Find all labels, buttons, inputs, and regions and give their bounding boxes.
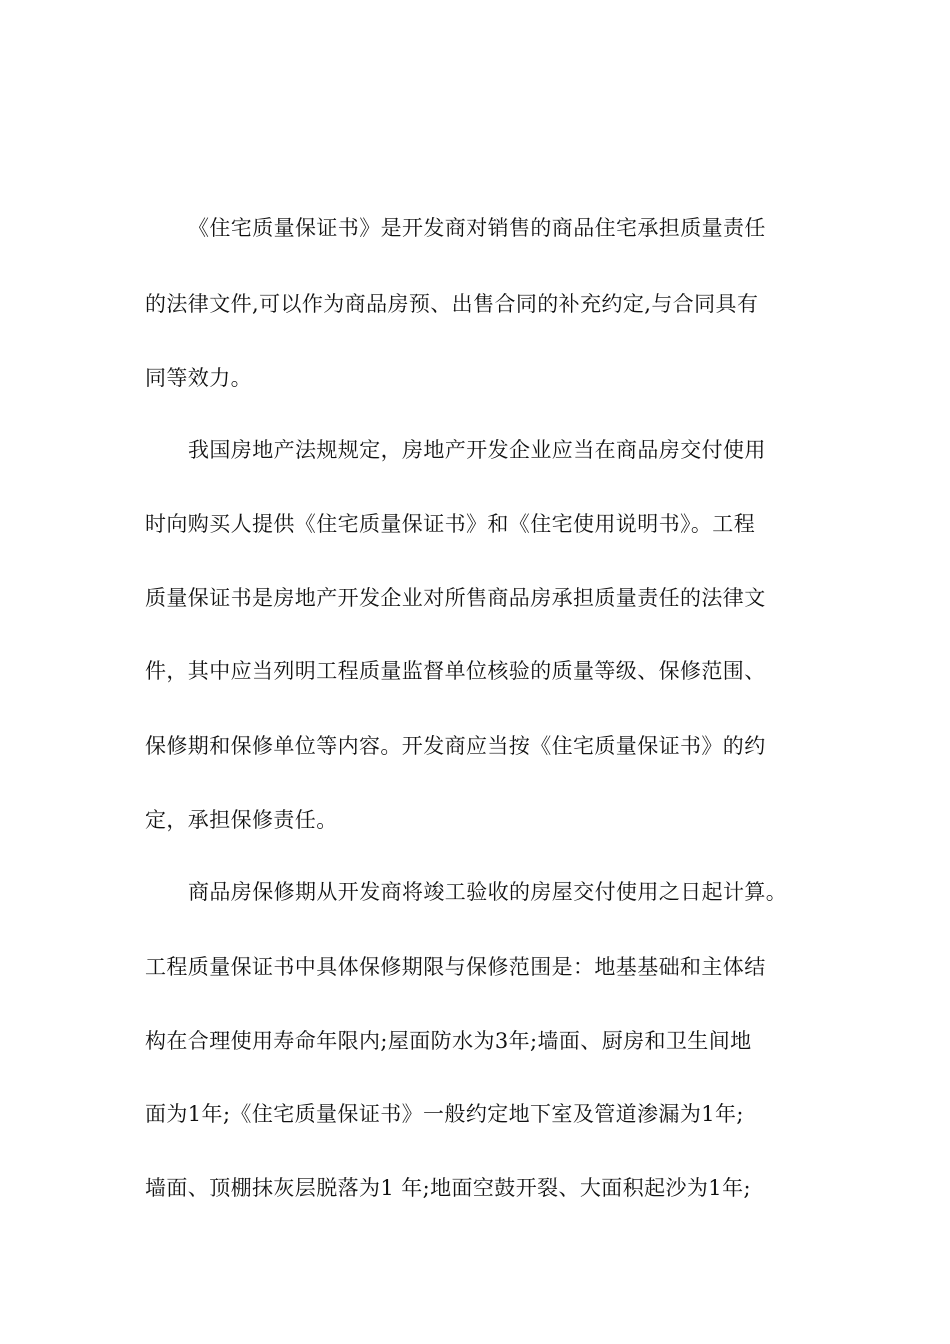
text-line-9: 定，承担保修责任。 (145, 808, 338, 832)
text-line-7: 件，其中应当列明工程质量监督单位核验的质量等级、保修范围、 (145, 659, 766, 683)
text-line-1: 《住宅质量保证书》是开发商对销售的商品住宅承担质量责任 (188, 216, 766, 240)
text-line-12: 构在合理使用寿命年限内;屋面防水为3年;墙面、厨房和卫生间地 (145, 1029, 752, 1053)
text-line-8: 保修期和保修单位等内容。开发商应当按《住宅质量保证书》的约 (145, 734, 766, 758)
text-line-10: 商品房保修期从开发商将竣工验收的房屋交付使用之日起计算。 (188, 880, 788, 904)
text-line-6: 质量保证书是房地产开发企业对所售商品房承担质量责任的法律文 (145, 586, 766, 610)
text-line-4: 我国房地产法规规定，房地产开发企业应当在商品房交付使用 (188, 438, 766, 462)
text-line-3: 同等效力。 (145, 366, 252, 390)
text-line-14: 墙面、顶棚抹灰层脱落为1 年;地面空鼓开裂、大面积起沙为1年; (145, 1176, 751, 1200)
text-line-2: 的法律文件,可以作为商品房预、出售合同的补充约定,与合同具有 (145, 292, 759, 316)
text-line-11: 工程质量保证书中具体保修期限与保修范围是：地基基础和主体结 (145, 955, 766, 979)
text-line-13: 面为1年;《住宅质量保证书》一般约定地下室及管道渗漏为1年; (145, 1102, 744, 1126)
text-line-5: 时向购买人提供《住宅质量保证书》和《住宅使用说明书》。工程 (145, 512, 756, 536)
